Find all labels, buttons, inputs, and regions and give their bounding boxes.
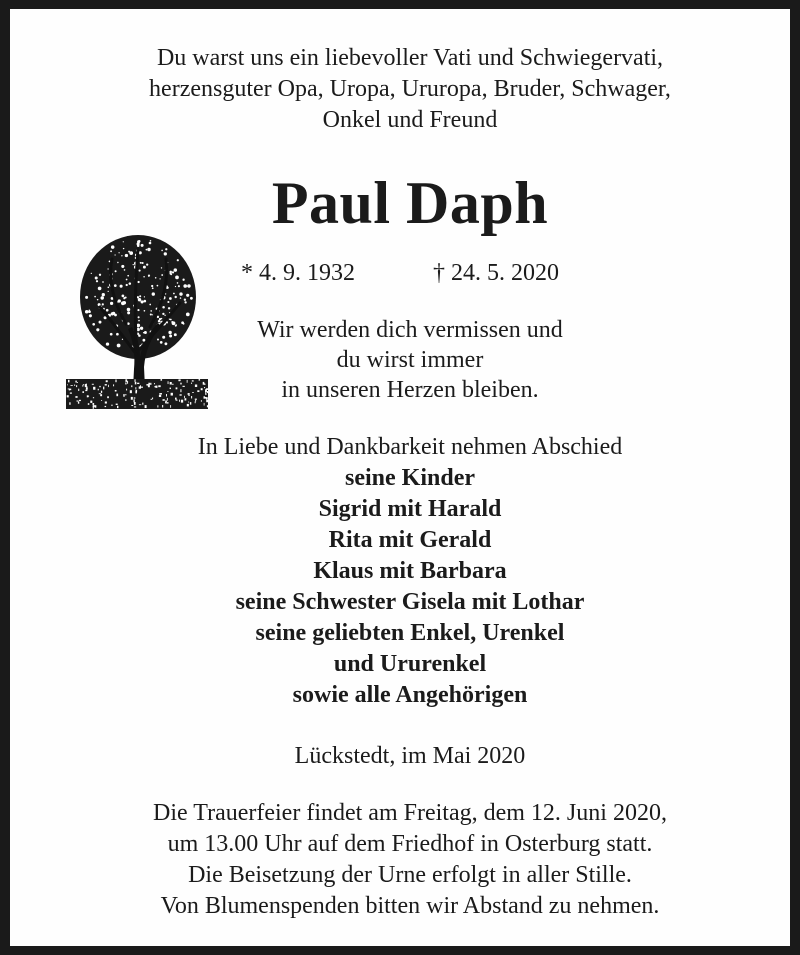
memorial-verse <box>220 315 600 405</box>
intro-text <box>20 43 800 136</box>
mourner-line: Rita mit Gerald <box>328 527 492 553</box>
intro-line: herzensguter Opa, Uropa, Ururopa, Bruder, Schwager, <box>149 76 671 102</box>
mourner-line: Klaus mit Barbara <box>313 558 507 584</box>
ceremony-line: um 13.00 Uhr auf dem Friedhof in Osterburg statt. <box>167 831 653 857</box>
ceremony-line: Von Blumenspenden bitten wir Abstand zu nehmen. <box>160 893 660 919</box>
mourner-line: seine Schwester Gisela mit Lothar <box>235 589 585 615</box>
death-date: † 24. 5. 2020 <box>433 260 559 286</box>
ceremony-line: Die Beisetzung der Urne erfolgt in aller Stille. <box>188 862 632 888</box>
farewell-intro: In Liebe und Dankbarkeit nehmen Abschied <box>197 434 623 460</box>
verse-line: Wir werden dich vermissen und <box>257 317 563 343</box>
ceremony-info <box>20 798 800 922</box>
mourner-line: seine Kinder <box>345 465 475 491</box>
deceased-name: Paul Daph <box>271 170 549 236</box>
place-date: Lückstedt, im Mai 2020 <box>294 743 526 769</box>
mourners-list <box>20 463 800 711</box>
mourner-line: Sigrid mit Harald <box>318 496 502 522</box>
ceremony-line: Die Trauerfeier findet am Freitag, dem 12. Juni 2020, <box>153 800 667 826</box>
mourner-line: sowie alle Angehörigen <box>292 682 528 708</box>
mourner-line: seine geliebten Enkel, Urenkel <box>255 620 565 646</box>
intro-line: Du warst uns ein liebevoller Vati und Schwiegervati, <box>156 45 664 71</box>
verse-line: du wirst immer <box>336 347 484 373</box>
tree-icon <box>66 219 208 409</box>
intro-line: Onkel und Freund <box>322 107 498 133</box>
birth-date: * 4. 9. 1932 <box>241 260 355 286</box>
mourner-line: und Ururenkel <box>333 651 487 677</box>
verse-line: in unseren Herzen bleiben. <box>281 377 539 403</box>
